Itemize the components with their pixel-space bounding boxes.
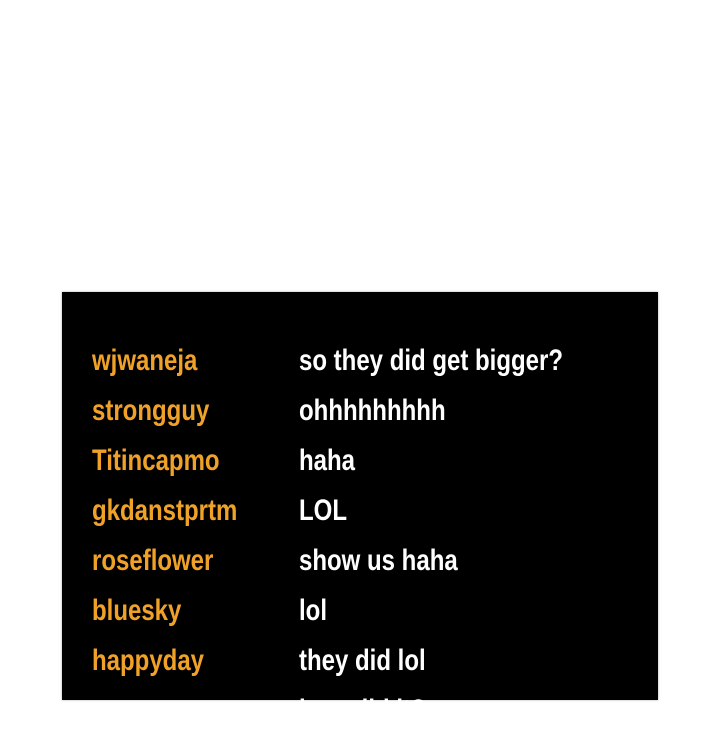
- chat-row: [62, 436, 658, 486]
- chat-row: [62, 686, 658, 736]
- chat-message-text: haha: [299, 444, 356, 477]
- chat-username: roseflower: [92, 544, 214, 577]
- chat-message-text: LOL: [299, 494, 347, 527]
- chat-rows: [62, 336, 658, 736]
- chat-username: happyday: [92, 644, 205, 677]
- chat-row: [62, 536, 658, 586]
- chat-message-text: ohhhhhhhhh: [299, 394, 446, 427]
- chat-message-text: they did lol: [299, 644, 426, 677]
- chat-message-text: show us haha: [299, 544, 458, 577]
- chat-row: [62, 586, 658, 636]
- chat-username: gkdanstprtm: [92, 494, 238, 527]
- chat-row: [62, 386, 658, 436]
- chat-username: Titincapmo: [92, 444, 220, 477]
- chat-message-text: so they did get bigger?: [299, 344, 564, 377]
- chat-message-text: lol: [299, 594, 327, 627]
- chat-username: strongguy: [92, 394, 210, 427]
- chat-row: [62, 486, 658, 536]
- chat-row: [62, 636, 658, 686]
- chat-panel: [62, 292, 658, 727]
- chat-row: [62, 336, 658, 386]
- chat-username: wjwaneja: [92, 344, 198, 377]
- chat-username: bluesky: [92, 594, 182, 627]
- chat-message-text: how did it?: [299, 694, 426, 727]
